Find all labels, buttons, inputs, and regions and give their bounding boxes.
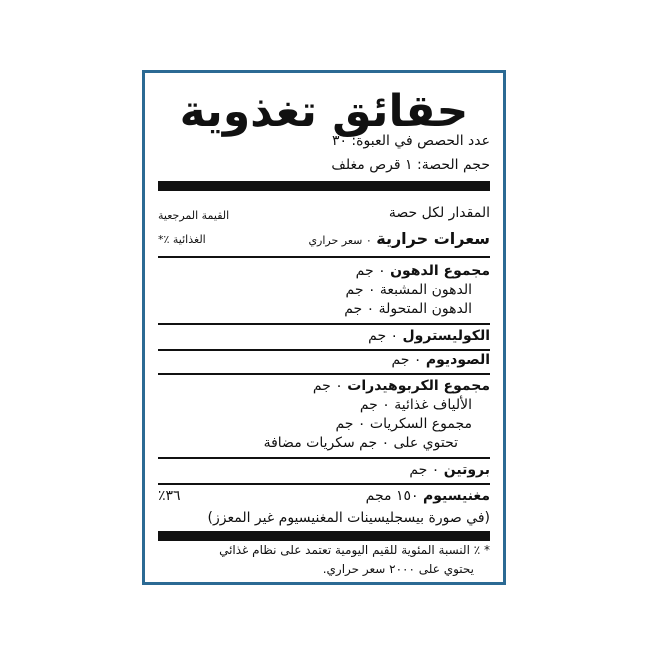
amount-per-serving: المقدار لكل حصة (388, 205, 490, 221)
calories-value: ٠ سعر حراري (308, 234, 372, 247)
protein-label: بروتين (443, 462, 490, 478)
footnote-line2: يحتوي على ٢٠٠٠ سعر حراري. (322, 562, 474, 576)
sodium-label: الصوديوم (425, 352, 490, 368)
daily-value-header-line1: القيمة المرجعية (158, 209, 230, 222)
divider (158, 256, 490, 258)
protein-row (158, 462, 490, 478)
trans-fat-row: الدهون المتحولة ٠ جم (344, 301, 472, 317)
footnote-line1: * ٪ النسبة المئوية للقيم اليومية تعتمد على نظام غذائي (219, 543, 490, 557)
thick-divider (158, 181, 490, 191)
magnesium-form: (في صورة بيسجليسينات المغنيسيوم غير المعزز) (207, 510, 490, 526)
total-fat-label: مجموع الدهون (390, 263, 490, 279)
added-sugars-row: تحتوي على ٠ جم سكريات مضافة (263, 435, 458, 451)
calories-label: سعرات حرارية (376, 229, 490, 248)
cholesterol-value: ٠ جم (368, 328, 399, 344)
divider (158, 373, 490, 375)
protein-value: ٠ جم (409, 462, 440, 478)
calories-row (158, 229, 490, 248)
magnesium-daily-value: ٣٦٪ (158, 488, 181, 504)
dietary-fiber-row: الألياف غذائية ٠ جم (359, 397, 472, 413)
total-carbs-label: مجموع الكربوهيدرات (347, 378, 490, 394)
magnesium-value: ١٥٠ مجم (365, 488, 419, 504)
divider (158, 483, 490, 485)
total-carbs-row (158, 378, 490, 394)
nutrition-facts-panel (142, 70, 506, 585)
servings-per-container: عدد الحصص في العبوة: ٣٠ (331, 133, 490, 149)
total-fat-value: ٠ جم (355, 263, 386, 279)
magnesium-label: مغنيسيوم (423, 488, 490, 504)
total-carbs-value: ٠ جم (312, 378, 343, 394)
divider (158, 323, 490, 325)
sodium-value: ٠ جم (391, 352, 422, 368)
cholesterol-label: الكوليسترول (402, 328, 490, 344)
thick-divider (158, 531, 490, 541)
total-sugars-row: مجموع السكريات ٠ جم (335, 416, 472, 432)
magnesium-row (158, 488, 490, 504)
nutrition-facts-title: حقائق تغذوية (179, 86, 469, 137)
divider (158, 457, 490, 459)
total-fat-row (158, 263, 490, 279)
saturated-fat-row: الدهون المشبعة ٠ جم (345, 282, 472, 298)
sodium-row (158, 352, 490, 368)
panel-content (158, 73, 490, 582)
cholesterol-row (158, 328, 490, 344)
divider (158, 349, 490, 351)
serving-size: حجم الحصة: ١ قرص مغلف (331, 157, 490, 173)
daily-value-header-line2: الغذائية ٪* (158, 233, 206, 246)
